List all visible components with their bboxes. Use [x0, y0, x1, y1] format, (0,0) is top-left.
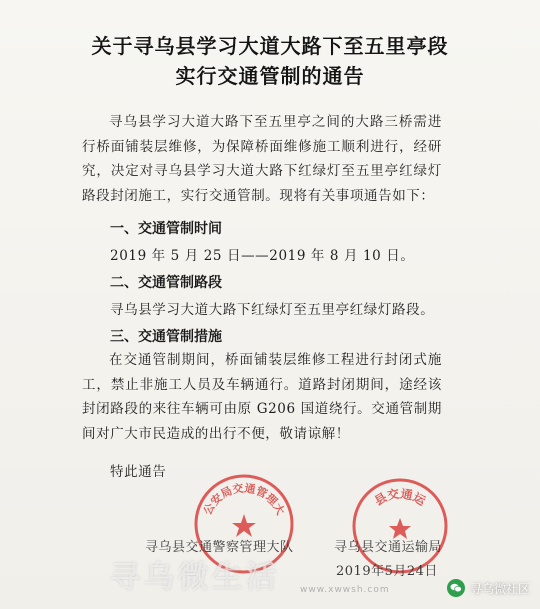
issuer-left: 寻乌县交通警察管理大队 — [145, 540, 294, 555]
section-3-body: 在交通管制期间，桥面铺装层维修工程进行封闭式施工，禁止非施工人员及车辆通行。道路封闭期间，途经该封闭路段的来往车辆可由原 G206 国道绕行。交通管制期间对广大市民造成的出行不便，敬请谅解！ — [82, 352, 442, 442]
community-badge[interactable] — [447, 579, 530, 597]
section-2-heading: 二、交通管制路段 — [110, 275, 222, 291]
badge-label: 寻乌微社区 — [469, 581, 530, 596]
notice-title-line-2: 实行交通管制的通告 — [175, 64, 365, 88]
notice-intro: 寻乌县学习大道大路下至五里亭之间的大路三桥需进行桥面铺装层维修，为保障桥面维修施工顺利进行，经研究，决定对寻乌县学习大道大路下红绿灯至五里亭红绿灯路段封闭施工，实行交通管制。现将有关事项通告如下： — [82, 114, 442, 204]
right-seal-text: 县交通运 — [372, 486, 428, 509]
section-2-body: 寻乌县学习大道大路下红绿灯至五里亭红绿灯路段。 — [110, 302, 435, 318]
section-3-heading: 三、交通管制措施 — [110, 329, 222, 345]
closing-text: 特此通告 — [110, 464, 167, 480]
section-1-body: 2019 年 5 月 25 日——2019 年 8 月 10 日。 — [110, 248, 415, 264]
svg-text:县交通运 — [372, 486, 429, 509]
issue-date: 2019年5月24日 — [336, 564, 438, 579]
left-seal-text: 公安局交通管理大 — [200, 481, 288, 518]
watermark-logo: 寻乌微生活 — [110, 560, 280, 595]
notice-title-line-1: 关于寻乌县学习大道大路下至五里亭段 — [91, 34, 449, 58]
section-1-heading: 一、交通管制时间 — [110, 221, 222, 237]
watermark-url: www.xwwsh.com — [300, 585, 390, 595]
star-icon — [232, 514, 256, 537]
issuer-right: 寻乌县交通运输局 — [334, 540, 443, 555]
wechat-icon — [447, 579, 465, 597]
